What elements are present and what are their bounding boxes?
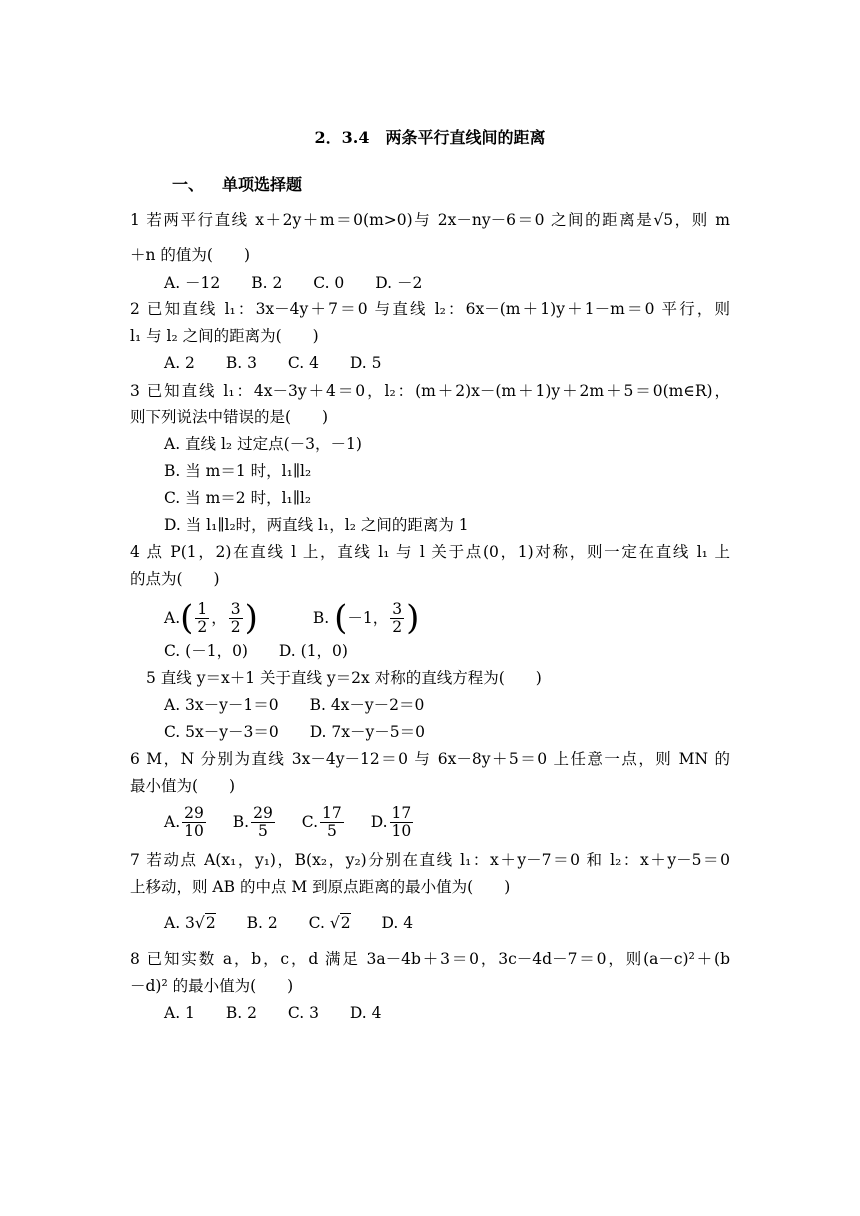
section-number: 一、 [172,175,205,194]
q1-option-d[interactable]: D. －2 [375,274,423,292]
q2-option-b[interactable]: B. 3 [225,354,257,372]
q6-option-c[interactable]: C. $\frac{17}{5}$ [301,803,342,840]
q8-option-d[interactable]: D. 4 [349,1004,382,1022]
q8-option-c[interactable]: C. 3 [287,1004,319,1022]
q3-option-a[interactable]: A. 直线 l₂ 过定点(－3，－1) [164,435,362,453]
q5-option-b[interactable]: B. 4x－y－2＝0 [309,696,425,714]
q6-option-a[interactable]: A. $\frac{29}{10}$ [164,803,204,840]
q2-option-c[interactable]: C. 4 [287,354,319,372]
q6-option-d[interactable]: D. $\frac{17}{10}$ [370,803,412,840]
q8-options [164,1003,381,1023]
page-title: 2．3.4 两条平行直线间的距离 [314,128,546,147]
q3-option-d[interactable]: D. 当 l₁∥l₂时，两直线 l₁，l₂ 之间的距离为 1 [164,516,469,534]
q3-stem-line1: 3 已知直线 l₁：4x－3y＋4＝0，l₂：(m＋2)x－(m＋1)y＋2m＋5＝0(m∈R)， [130,382,730,400]
q5-options-row1 [164,695,424,715]
q4-options-ab [164,598,419,638]
q8-option-b[interactable]: B. 2 [225,1004,257,1022]
q4-option-c[interactable]: C. (－1，0) [164,642,248,660]
q3-option-c[interactable]: C. 当 m＝2 时，l₁∥l₂ [164,489,312,507]
q7-options [164,913,413,933]
q4-options-cd [164,641,348,661]
q1-option-b[interactable]: B. 2 [251,274,283,292]
q8-option-a[interactable]: A. 1 [164,1004,195,1022]
q7-stem-line1: 7 若动点 A(x₁，y₁)，B(x₂，y₂)分别在直线 l₁：x＋y－7＝0 和 l₂：x＋y－5＝0 [130,851,730,869]
q1-option-c[interactable]: C. 0 [313,274,345,292]
q3-stem-line2: 则下列说法中错误的是( ) [130,408,329,426]
q7-option-d[interactable]: D. 4 [381,914,414,932]
q4-stem-line2: 的点为( ) [130,570,220,588]
q2-option-d[interactable]: D. 5 [349,354,382,372]
q5-options-row2 [164,722,425,742]
q2-stem-line1: 2 已知直线 l₁：3x－4y＋7＝0 与直线 l₂：6x－(m＋1)y＋1－m＝0 平行，则 [130,300,730,318]
q4-option-a[interactable]: A. ( $\frac{1}{2}$ ， $\frac{3}{2}$ ) [164,598,258,638]
q7-stem-line2: 上移动，则 AB 的中点 M 到原点距离的最小值为( ) [130,878,511,896]
q5-option-c[interactable]: C. 5x－y－3＝0 [164,723,279,741]
q6-options [164,803,415,841]
q4-option-b[interactable]: B. ( －1， $\frac{3}{2}$ ) [312,598,420,638]
q2-option-a[interactable]: A. 2 [164,354,195,372]
section-label: 单项选择题 [222,175,303,194]
q1-stem-line2: ＋n 的值为( ) [130,246,251,264]
q6-stem-line2: 最小值为( ) [130,777,236,795]
q4-option-a-x: $\frac{1}{2}$ [197,599,208,636]
q4-option-b-y: $\frac{3}{2}$ [392,599,403,636]
q3-option-b[interactable]: B. 当 m＝1 时，l₁∥l₂ [164,462,312,480]
q6-option-b[interactable]: B. $\frac{29}{5}$ [232,803,273,840]
q6-stem-line1: 6 M，N 分别为直线 3x－4y－12＝0 与 6x－8y＋5＝0 上任意一点，则 MN 的 [130,750,730,768]
q7-option-b[interactable]: B. 2 [246,914,278,932]
q8-stem-line2: －d)² 的最小值为( ) [130,977,294,995]
q7-option-a[interactable]: A. 3√2 [164,914,216,932]
q8-stem-line1: 8 已知实数 a，b，c，d 满足 3a－4b＋3＝0，3c－4d－7＝0，则(a－c)²＋(b [130,950,730,968]
q1-stem-line1: 1 若两平行直线 x＋2y＋m＝0(m>0)与 2x－ny－6＝0 之间的距离是√5，则 m [130,211,730,229]
section-heading [172,175,302,195]
q7-option-c[interactable]: C. √2 [308,914,351,932]
q5-stem: 5 直线 y＝x＋1 关于直线 y＝2x 对称的直线方程为( ) [146,669,542,687]
q5-option-a[interactable]: A. 3x－y－1＝0 [164,696,279,714]
q1-option-a[interactable]: A. －12 [164,274,221,292]
q2-stem-line2: l₁ 与 l₂ 之间的距离为( ) [130,327,319,345]
q4-option-a-y: $\frac{3}{2}$ [230,599,241,636]
q1-options [164,273,422,293]
q4-stem-line1: 4 点 P(1，2)在直线 l 上，直线 l₁ 与 l 关于点(0，1)对称，则一定在直线 l₁ 上 [130,543,730,561]
q4-option-d[interactable]: D. (1，0) [278,642,348,660]
q5-option-d[interactable]: D. 7x－y－5＝0 [309,723,425,741]
q2-options [164,353,381,373]
